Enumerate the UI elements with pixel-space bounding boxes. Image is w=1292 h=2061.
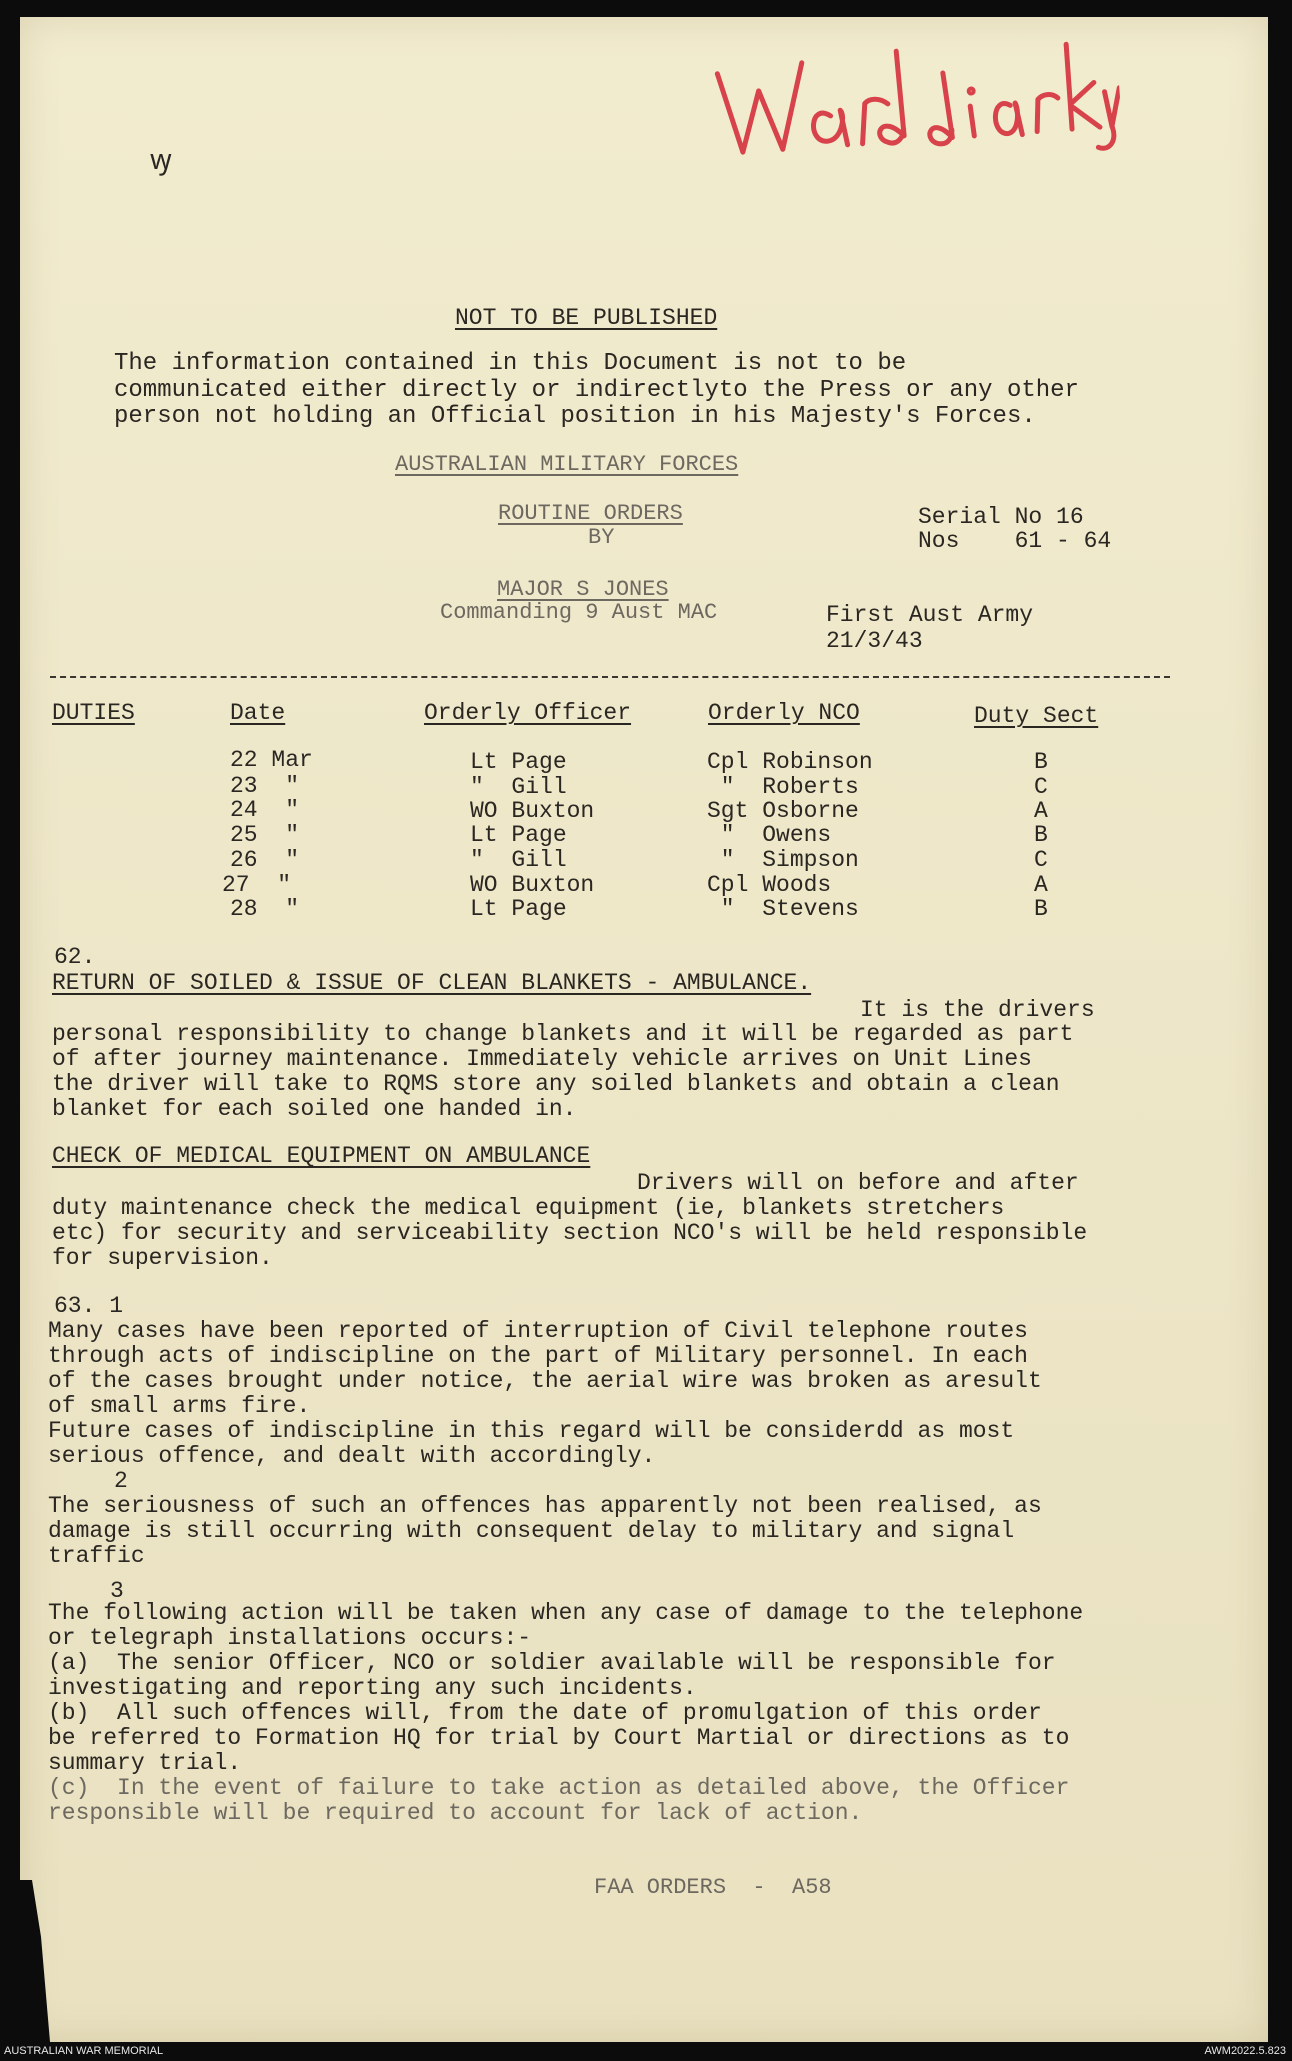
order-63-line: Many cases have been reported of interruption of Civil telephone routes bbox=[48, 1318, 1028, 1344]
serial-number: Serial No 16 bbox=[918, 504, 1084, 530]
order-62-title: RETURN OF SOILED & ISSUE OF CLEAN BLANKETS - AMBULANCE. bbox=[52, 970, 812, 996]
header-duty-sect: Duty Sect bbox=[974, 703, 1099, 729]
paragraph-number-2: 2 bbox=[114, 1468, 128, 1494]
check-line: Drivers will on before and after bbox=[637, 1170, 1079, 1196]
order-63-line: serious offence, and dealt with accordingly. bbox=[48, 1443, 656, 1469]
row-sect: C bbox=[1034, 774, 1048, 800]
notice-line-2: communicated either directly or indirectlyto the Press or any other bbox=[114, 377, 1079, 404]
army-label: First Aust Army bbox=[826, 602, 1034, 628]
row-date: 27 " bbox=[222, 872, 292, 898]
order-62-line: of after journey maintenance. Immediately vehicle arrives on Unit Lines bbox=[52, 1046, 1032, 1072]
header-date: Date bbox=[230, 700, 286, 726]
row-sect: B bbox=[1034, 822, 1048, 848]
row-sect: A bbox=[1034, 872, 1048, 898]
order-62-number: 62. bbox=[54, 944, 96, 970]
order-63-line: Future cases of indiscipline in this regard will be considerdd as most bbox=[48, 1418, 1015, 1444]
row-nco: Cpl Robinson bbox=[707, 749, 873, 775]
row-sect: B bbox=[1034, 749, 1048, 775]
ink-mark: ꝡ bbox=[150, 143, 172, 176]
order-62-line: personal responsibility to change blankets and it will be regarded as part bbox=[52, 1021, 1074, 1047]
row-date: 22 Mar bbox=[230, 747, 313, 773]
commanding-unit: Commanding 9 Aust MAC bbox=[440, 600, 718, 625]
order-63-line: damage is still occurring with consequent delay to military and signal bbox=[48, 1518, 1015, 1544]
row-officer: WO Buxton bbox=[470, 872, 595, 898]
row-date: 23 " bbox=[230, 773, 300, 799]
archive-reference: AWM2022.5.823 bbox=[1204, 2045, 1286, 2057]
order-63-line: of the cases brought under notice, the aerial wire was broken as aresult bbox=[48, 1368, 1042, 1394]
row-sect: C bbox=[1034, 847, 1048, 873]
row-nco: Sgt Osborne bbox=[707, 798, 859, 824]
archive-caption-bar bbox=[0, 2042, 1292, 2061]
divider-rule bbox=[50, 676, 1170, 678]
order-63-line: responsible will be required to account for lack of action. bbox=[48, 1800, 863, 1826]
commander-name: MAJOR S JONES bbox=[497, 577, 669, 602]
annotation-text: War diary bbox=[705, 54, 710, 56]
row-sect: A bbox=[1034, 798, 1048, 824]
order-63-line: of small arms fire. bbox=[48, 1393, 311, 1419]
row-nco: " Simpson bbox=[707, 847, 859, 873]
order-62-line: the driver will take to RQMS store any soiled blankets and obtain a clean bbox=[52, 1071, 1060, 1097]
forces-heading: AUSTRALIAN MILITARY FORCES bbox=[395, 452, 739, 477]
order-63-line: or telegraph installations occurs:- bbox=[48, 1625, 532, 1651]
order-63-line: traffic bbox=[48, 1543, 145, 1569]
notice-line-3: person not holding an Official position in his Majesty's Forces. bbox=[114, 403, 1036, 430]
not-published-heading: NOT TO BE PUBLISHED bbox=[455, 305, 718, 331]
row-nco: Cpl Woods bbox=[707, 872, 832, 898]
check-line: etc) for security and serviceability section NCO's will be held responsible bbox=[52, 1220, 1088, 1246]
header-orderly-officer: Orderly Officer bbox=[424, 700, 632, 726]
order-63-line: The seriousness of such an offences has apparently not been realised, as bbox=[48, 1493, 1042, 1519]
row-officer: " Gill bbox=[470, 774, 567, 800]
order-62-line: blanket for each soiled one handed in. bbox=[52, 1096, 577, 1122]
row-officer: WO Buxton bbox=[470, 798, 595, 824]
row-officer: Lt Page bbox=[470, 822, 567, 848]
order-63-line: investigating and reporting any such incidents. bbox=[48, 1675, 697, 1701]
row-officer: Lt Page bbox=[470, 749, 567, 775]
order-63-line: through acts of indiscipline on the part of Military personnel. In each bbox=[48, 1343, 1028, 1369]
archive-name: AUSTRALIAN WAR MEMORIAL bbox=[4, 2045, 164, 2057]
paragraph-number-3: 3 bbox=[110, 1578, 124, 1604]
routine-orders-heading: ROUTINE ORDERS bbox=[498, 501, 683, 526]
order-63-line: summary trial. bbox=[48, 1750, 242, 1776]
header-orderly-nco: Orderly NCO bbox=[708, 700, 860, 726]
check-line: duty maintenance check the medical equipment (ie, blankets stretchers bbox=[52, 1195, 1005, 1221]
check-title: CHECK OF MEDICAL EQUIPMENT ON AMBULANCE bbox=[52, 1143, 591, 1169]
header-duties: DUTIES bbox=[52, 700, 135, 726]
order-63-number: 63. 1 bbox=[54, 1293, 124, 1319]
row-officer: Lt Page bbox=[470, 896, 567, 922]
notice-line-1: The information contained in this Document is not to be bbox=[114, 350, 907, 377]
order-numbers: Nos 61 - 64 bbox=[918, 528, 1112, 554]
row-date: 28 " bbox=[230, 896, 300, 922]
issue-date: 21/3/43 bbox=[826, 628, 923, 654]
row-date: 25 " bbox=[230, 822, 300, 848]
check-line: for supervision. bbox=[52, 1245, 273, 1271]
orders-reference: FAA ORDERS - A58 bbox=[594, 1875, 832, 1900]
order-63-line: be referred to Formation HQ for trial by Court Martial or directions as to bbox=[48, 1725, 1070, 1751]
row-officer: " Gill bbox=[470, 847, 567, 873]
row-nco: " Stevens bbox=[707, 896, 859, 922]
order-63-line: (b) All such offences will, from the date of promulgation of this order bbox=[48, 1700, 1042, 1726]
by-label: BY bbox=[588, 525, 615, 550]
row-date: 24 " bbox=[230, 797, 300, 823]
order-63-line: The following action will be taken when any case of damage to the telephone bbox=[48, 1600, 1084, 1626]
row-nco: " Roberts bbox=[707, 774, 859, 800]
order-63-line: (a) The senior Officer, NCO or soldier available will be responsible for bbox=[48, 1650, 1056, 1676]
row-date: 26 " bbox=[230, 847, 300, 873]
order-63-line: (c) In the event of failure to take action as detailed above, the Officer bbox=[48, 1775, 1070, 1801]
row-sect: B bbox=[1034, 896, 1048, 922]
order-62-line: It is the drivers bbox=[860, 997, 1095, 1023]
row-nco: " Owens bbox=[707, 822, 832, 848]
